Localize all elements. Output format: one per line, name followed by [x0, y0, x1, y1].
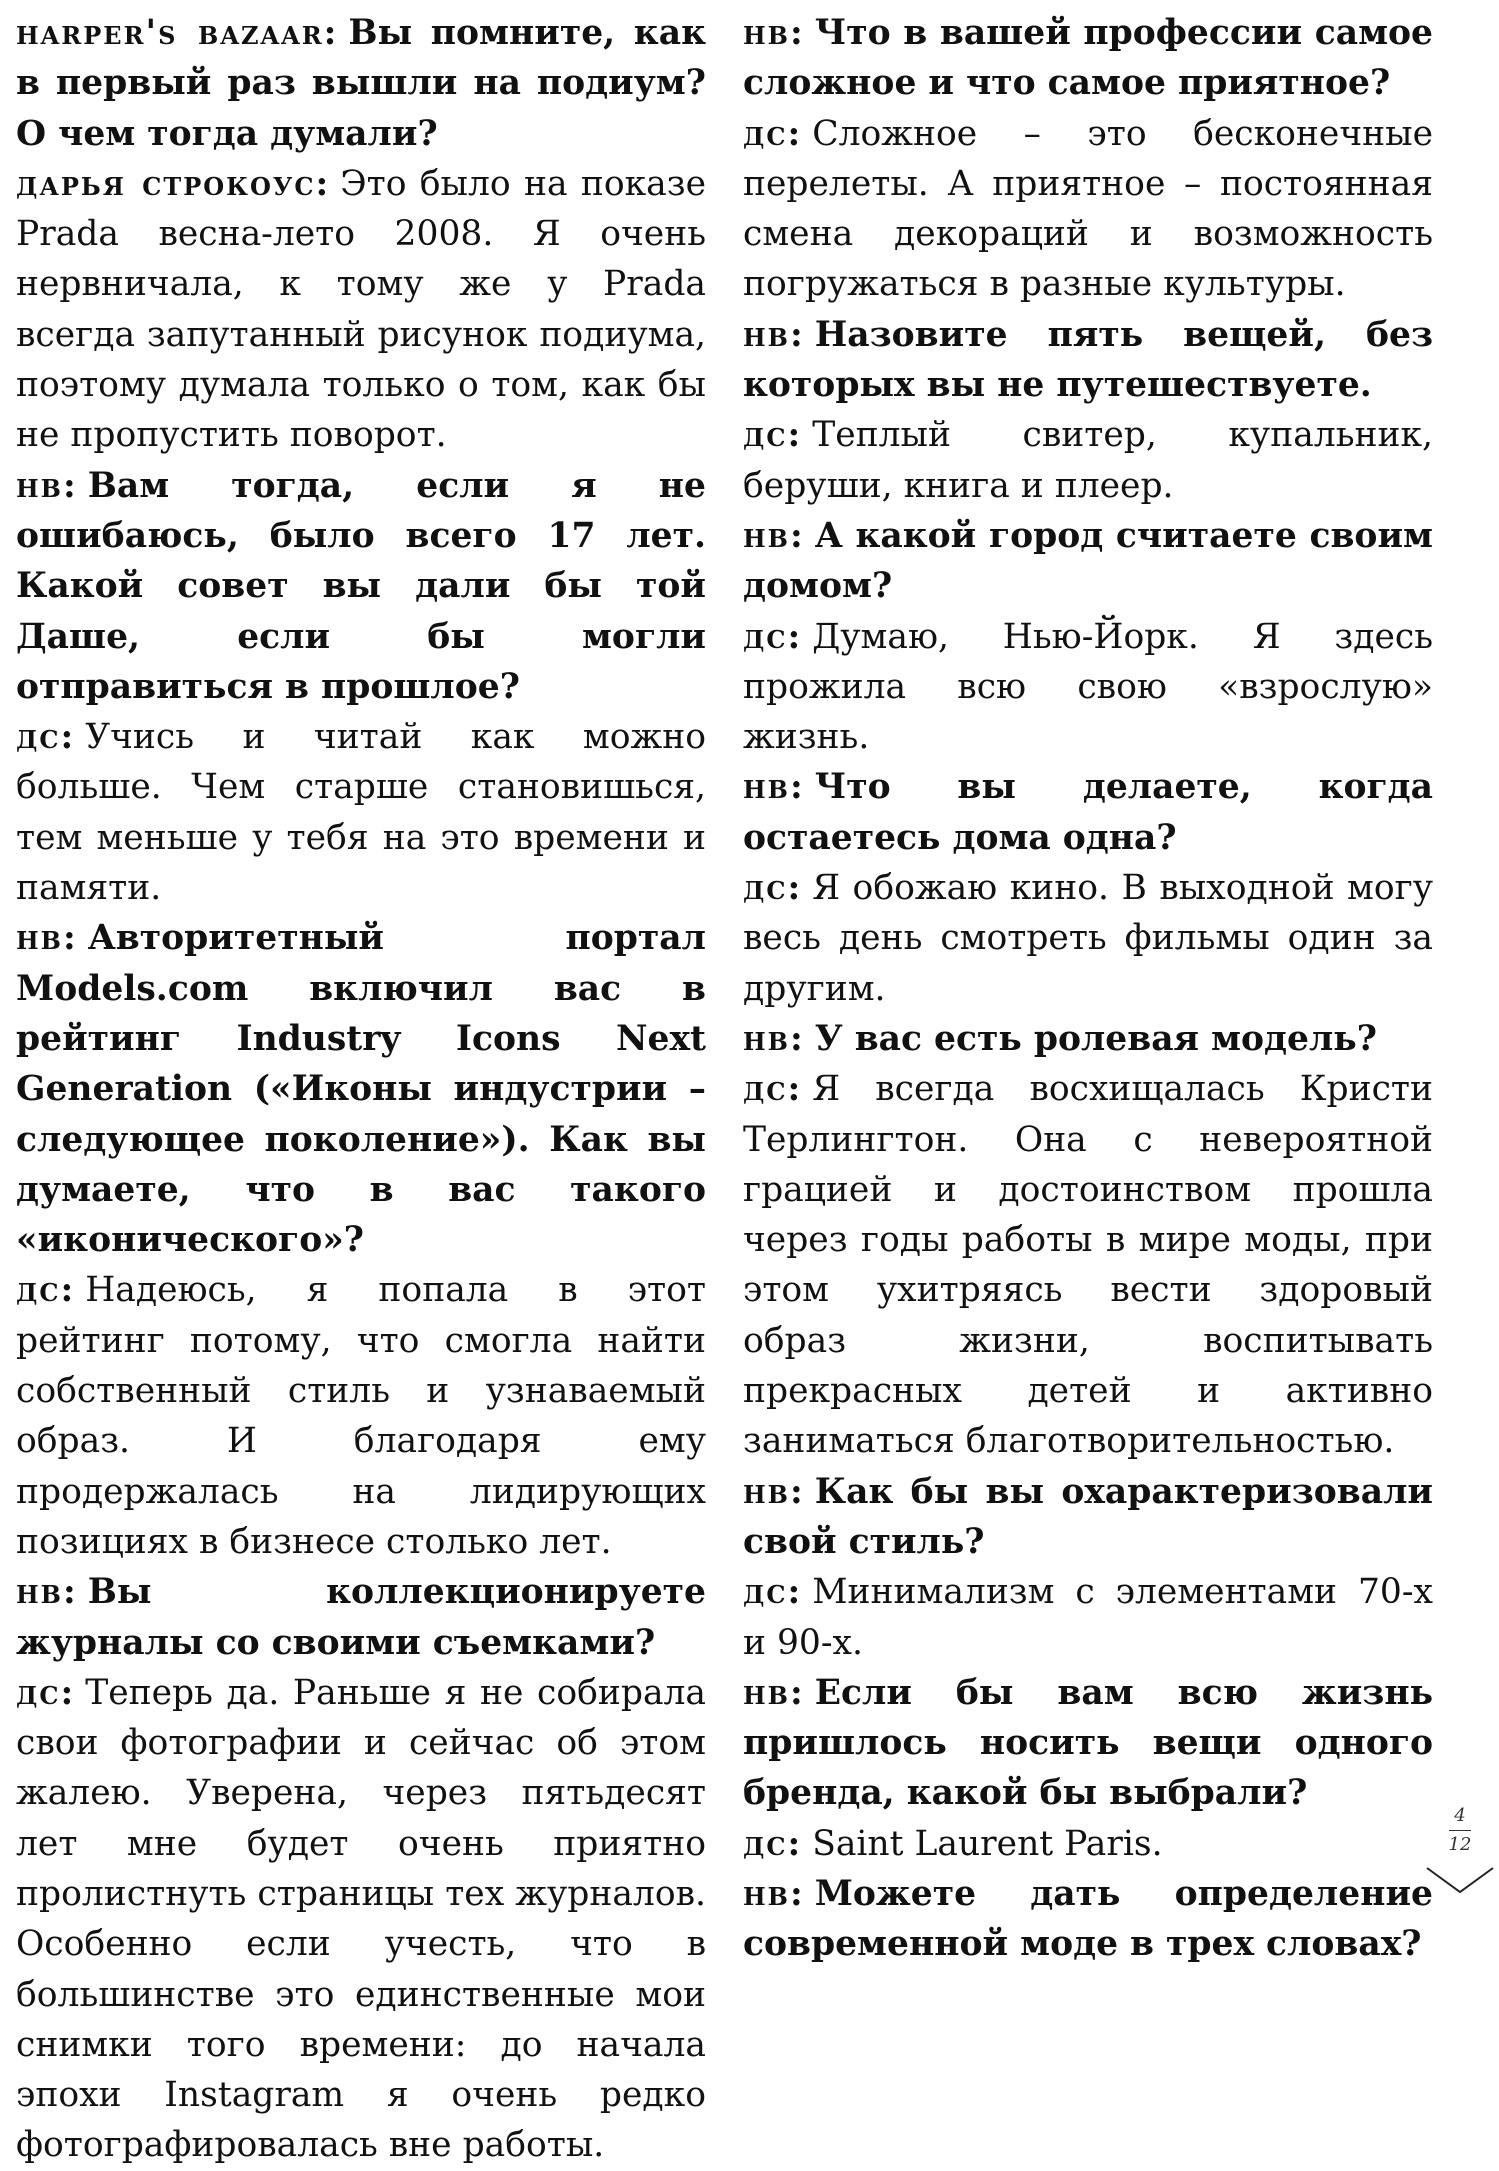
- speaker-label: нв:: [16, 1572, 78, 1613]
- speaker-label: нв:: [743, 515, 805, 556]
- question-3: [16, 913, 706, 1265]
- answer-text: Минимализм с элементами 70-х и 90-х.: [743, 1572, 1433, 1663]
- speaker-label: нв:: [743, 1471, 805, 1512]
- answer-text: Теплый свитер, купальник, беруши, книга и плеер.: [743, 415, 1433, 506]
- question-7: [743, 511, 1433, 612]
- answer-2: [16, 712, 706, 913]
- question-text: Как бы вы охарактеризовали свой стиль?: [743, 1471, 1433, 1562]
- speaker-label: дс:: [743, 868, 803, 909]
- question-1: [16, 8, 706, 159]
- speaker-label: дс:: [743, 415, 803, 456]
- question-4: [16, 1567, 706, 1668]
- question-text: У вас есть ролевая модель?: [814, 1018, 1377, 1059]
- question-5: [743, 8, 1433, 109]
- answer-text: Теперь да. Раньше я не собирала свои фотографии и сейчас об этом жалею. Уверена, через пятьдесят лет мне будет очень приятно пролистнуть страницы тех журналов. Особенно если учесть, что в большинстве это единственные мои снимки того времени: до начала эпохи Instagram я очень редко фотографировалась вне работы.: [16, 1672, 706, 2166]
- question-11: [743, 1668, 1433, 1819]
- question-6: [743, 310, 1433, 411]
- answer-text: Надеюсь, я попала в этот рейтинг потому, что смогла найти собственный стиль и узнаваемый образ. И благодаря ему продержалась на лидирующих позициях в бизнесе столько лет.: [16, 1270, 706, 1562]
- speaker-label: нв:: [743, 314, 805, 355]
- answer-4: [16, 1668, 706, 2171]
- answer-9: [743, 1064, 1433, 1466]
- answer-text: Учись и читай как можно больше. Чем старше становишься, тем меньше у тебя на это времени и памяти.: [16, 717, 706, 909]
- question-12: [743, 1869, 1433, 1970]
- speaker-label: нв:: [16, 465, 78, 506]
- speaker-label: нв:: [743, 13, 805, 53]
- right-column: [743, 8, 1433, 1970]
- speaker-label: дарья строкоус:: [16, 163, 331, 204]
- speaker-label: harper's bazaar:: [16, 13, 339, 53]
- answer-text: Это было на показе Prada весна-лето 2008. Я очень нервничала, к тому же у Prada всегда запутанный рисунок подиума, поэтому думала только о том, как бы не пропустить поворот.: [16, 163, 706, 456]
- page-divider: [1449, 1830, 1471, 1831]
- left-column: [16, 8, 706, 2171]
- question-text: Вы коллекционируете журналы со своими съемками?: [16, 1572, 706, 1663]
- answer-7: [743, 612, 1433, 763]
- question-text: Авторитетный портал Models.com включил вас в рейтинг Industry Icons Next Generation («Иконы индустрии – следующее поколение»). Как вы думаете, что в вас такого «иконического»?: [16, 918, 706, 1261]
- answer-text: Я обожаю кино. В выходной могу весь день смотреть фильмы один за другим.: [743, 868, 1433, 1009]
- speaker-label: дс:: [16, 1270, 76, 1311]
- question-9: [743, 1014, 1433, 1064]
- page-indicator: [1420, 1805, 1499, 1915]
- answer-text: Сложное – это бесконечные перелеты. А приятное – постоянная смена декораций и возможность погружаться в разные культуры.: [743, 113, 1433, 305]
- speaker-label: нв:: [743, 1672, 805, 1713]
- question-text: Вам тогда, если я не ошибаюсь, было всего 17 лет. Какой совет вы дали бы той Даше, если бы могли отправиться в прошлое?: [16, 465, 706, 707]
- question-text: Что вы делаете, когда остаетесь дома одна?: [743, 767, 1433, 858]
- speaker-label: дс:: [743, 1572, 803, 1613]
- speaker-label: дс:: [743, 1069, 803, 1110]
- question-text: Если бы вам всю жизнь пришлось носить вещи одного бренда, какой бы выбрали?: [743, 1672, 1433, 1814]
- question-text: Вы помните, как в первый раз вышли на подиум? О чем тогда думали?: [16, 13, 706, 154]
- question-text: Можете дать определение современной моде в трех словах?: [743, 1873, 1433, 1965]
- total-pages-number: 12: [1448, 1834, 1472, 1855]
- speaker-label: нв:: [743, 1018, 805, 1059]
- speaker-label: нв:: [743, 1873, 805, 1914]
- question-text: Что в вашей профессии самое сложное и что самое приятное?: [743, 13, 1433, 104]
- speaker-label: нв:: [16, 918, 78, 959]
- chevron-down-icon[interactable]: [1425, 1864, 1495, 1896]
- question-text: Назовите пять вещей, без которых вы не путешествуете.: [743, 314, 1433, 406]
- speaker-label: нв:: [743, 767, 805, 808]
- answer-text: Думаю, Нью-Йорк. Я здесь прожила всю свою «взрослую» жизнь.: [743, 616, 1433, 758]
- speaker-label: дс:: [16, 717, 76, 758]
- question-10: [743, 1467, 1433, 1568]
- answer-10: [743, 1567, 1433, 1668]
- question-2: [16, 461, 706, 712]
- current-page-number: 4: [1454, 1805, 1466, 1826]
- answer-text: Saint Laurent Paris.: [812, 1823, 1163, 1864]
- question-text: А какой город считаете своим домом?: [743, 515, 1433, 607]
- answer-3: [16, 1265, 706, 1567]
- speaker-label: дс:: [16, 1672, 76, 1713]
- speaker-label: дс:: [743, 113, 803, 154]
- answer-text: Я всегда восхищалась Кристи Терлингтон. Она с невероятной грацией и достоинством прошла через годы работы в мире моды, при этом ухитряясь вести здоровый образ жизни, воспитывать прекрасных детей и активно заниматься благотворительностью.: [743, 1069, 1433, 1462]
- speaker-label: дс:: [743, 616, 803, 657]
- answer-6: [743, 410, 1433, 511]
- answer-11: [743, 1819, 1433, 1869]
- answer-5: [743, 109, 1433, 310]
- question-8: [743, 762, 1433, 863]
- answer-1: [16, 159, 706, 461]
- speaker-label: дс:: [743, 1823, 803, 1864]
- answer-8: [743, 863, 1433, 1014]
